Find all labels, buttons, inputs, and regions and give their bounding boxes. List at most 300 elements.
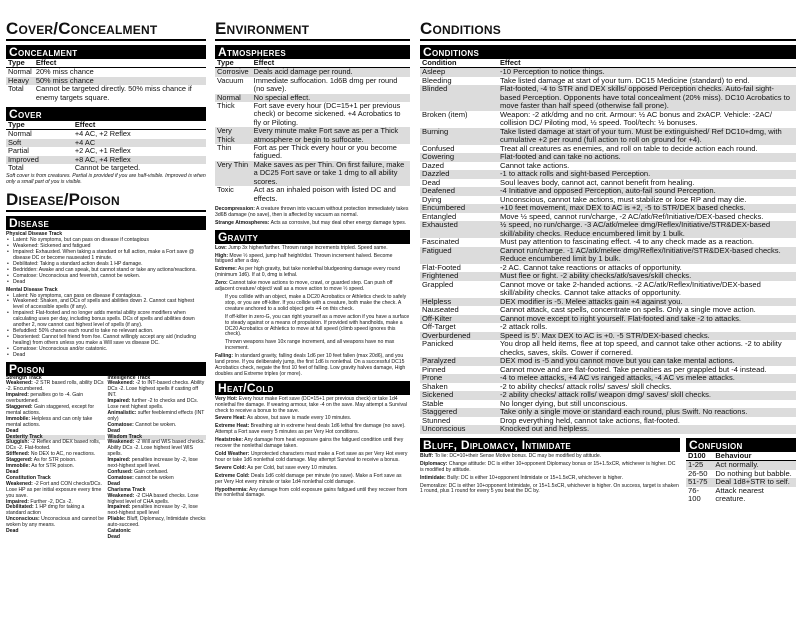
section-title-disease: Disease/Poison bbox=[6, 191, 206, 212]
col-header: Condition bbox=[420, 59, 498, 68]
stage-effect: -2 CHA based checks. Lose highest level of CHA spells. bbox=[107, 492, 199, 505]
row-effect: 20% miss chance bbox=[35, 67, 94, 77]
rule-text: To lie: DC=10+their Sense Motive bonus. DC may be modified by attitude. bbox=[433, 452, 602, 459]
bluff-diplomacy-box bbox=[420, 438, 680, 504]
rule-text: Every hour make Fort save (DC=15+1 per previous check) or take 1d4 nonlethal fire damage. If wearing armour, take -4 on the save. May attempt a Survival check to receive a bonus to the save. bbox=[215, 395, 407, 414]
table-row bbox=[6, 85, 206, 102]
row-effect: Drop everything held, cannot take actions, flat-footed. bbox=[500, 415, 680, 425]
rule-term: Falling: bbox=[215, 353, 234, 360]
rule-term: Bluff: bbox=[420, 452, 434, 459]
stage-name: Weakened: bbox=[107, 380, 135, 387]
table-row bbox=[215, 161, 410, 186]
poison-stage bbox=[6, 417, 105, 429]
row-label: Pinned bbox=[422, 364, 446, 374]
row-effect: +4 AC, +2 Reflex bbox=[74, 129, 131, 139]
table-row bbox=[215, 77, 410, 94]
table-row bbox=[215, 186, 410, 203]
rule-term: Intimidate: bbox=[420, 474, 446, 481]
rule-text: A creature thrown into vacuum without protection immediately takes 3d6B damage (no save), then is affected by vacuum as normal. bbox=[215, 205, 409, 218]
table-row bbox=[420, 417, 796, 426]
rule-paragraph bbox=[215, 354, 410, 378]
row-label: Off-Kilter bbox=[420, 315, 498, 324]
poison-stage bbox=[6, 529, 105, 535]
list-item: • Impaired: Exhausted. When taking a standard or full action, make a Fort save @ disease DC or become nauseated 1 minute. bbox=[13, 250, 206, 262]
row-label: Grappled bbox=[422, 279, 454, 289]
list-item: • Dead bbox=[13, 353, 206, 359]
row-label: Improved bbox=[6, 156, 73, 164]
rule-paragraph bbox=[420, 454, 680, 460]
stage-effect: Bluff, Diplomacy, Intimidate checks auto-succeed. bbox=[107, 516, 206, 529]
rule-text: Acts as corrosive, but may deal other energy damage types. bbox=[269, 219, 407, 226]
rule-term: Strange Atmospheres: bbox=[215, 219, 270, 226]
rule-text: Bully: DC is either 10+opponent Intimidate or 15+1.5xCR, whichever is higher. bbox=[445, 474, 624, 481]
rule-paragraph bbox=[215, 221, 410, 227]
row-effect: Weapon: -2 atk/dmg and no crit. Armour: ½ AC bonus and 2xACP. Vehicle: -2AC/ collision DC/ Piloting mod, ½ speed. Tool/tech: ½ bonuses. bbox=[500, 109, 772, 128]
rule-term: Extreme Cold: bbox=[215, 472, 250, 479]
poison-track-title: Charisma Track bbox=[107, 486, 146, 493]
list-item: • Latent: No symptoms, but can pass on disease if contagious bbox=[13, 238, 206, 244]
row-effect: No special effect. bbox=[252, 94, 410, 102]
row-label: Heavy bbox=[6, 77, 34, 85]
row-effect: Take listed damage at start of your turn. Must be extinguished/ Ref DC10+dmg, with cumulative +2 per round (full action to roll on ground for +4). bbox=[498, 128, 796, 145]
row-effect: Flat-footed and can take no actions. bbox=[498, 153, 796, 162]
stage-effect: Gain confused. bbox=[132, 469, 169, 475]
rule-paragraph bbox=[420, 462, 680, 474]
row-label: Staggered bbox=[420, 408, 498, 417]
list-item: • Debilitated: Taking a standard action deals 1 HP damage. bbox=[13, 262, 206, 268]
rule-term: Very Hot: bbox=[215, 395, 238, 402]
stage-name: Impaired: bbox=[107, 457, 131, 464]
stage-effect: penalties increase by -2, lose next-highest spell level bbox=[107, 504, 198, 517]
row-label: Dazed bbox=[422, 160, 444, 170]
column-environment bbox=[215, 6, 410, 501]
row-effect: Cannot attack, cast spells, concentrate on spells. Only a single move action. bbox=[500, 305, 756, 315]
table-row bbox=[420, 153, 796, 162]
row-effect: Fort save every hour (DC=15+1 per previous check) or become sickened. +4 Acrobatics to fly or Piloting. bbox=[253, 101, 401, 127]
row-effect: Cannot be targeted directly. 50% miss chance if enemy targets square. bbox=[35, 84, 192, 102]
rule-paragraph bbox=[215, 466, 410, 472]
gravity-zero-g-rules bbox=[215, 295, 410, 352]
row-label: Paralyzed bbox=[420, 357, 498, 366]
column-cover-disease bbox=[6, 6, 206, 541]
stage-name: Impaired: bbox=[107, 504, 131, 511]
stage-name: Comatose: bbox=[107, 474, 134, 481]
stage-effect: As for STR poison. bbox=[30, 463, 74, 470]
row-effect: -2 ability checks/ attack rolls/ weapon dmg/ saves/ skill checks. bbox=[498, 391, 796, 400]
poison-stage bbox=[108, 381, 207, 399]
row-effect: Cannot take actions. bbox=[500, 160, 570, 170]
stage-name: Pliable: bbox=[107, 516, 126, 523]
stage-name: Impaired: bbox=[6, 498, 29, 505]
row-label: Partial bbox=[8, 146, 29, 156]
table-row bbox=[6, 130, 206, 139]
rule-text: Move ½ speed, jump half height/dist. Thrown increment halved. Become fatigued after a day. bbox=[215, 252, 393, 265]
row-label: Helpless bbox=[420, 298, 498, 307]
physical-track-list bbox=[6, 238, 206, 285]
row-effect: +8 AC, +4 Reflex bbox=[73, 156, 206, 164]
list-item: • Dead bbox=[13, 280, 206, 286]
confusion-table bbox=[686, 452, 796, 504]
rule-paragraph bbox=[215, 267, 410, 279]
mental-track-list bbox=[6, 294, 206, 359]
table-row bbox=[420, 247, 796, 264]
row-effect: Fort as per Thick every hour or you become fatigued. bbox=[253, 143, 397, 161]
falling-rules bbox=[215, 354, 410, 378]
rule-paragraph bbox=[215, 207, 410, 219]
poison-track-title: Constitution Track bbox=[6, 474, 51, 481]
row-label: Corrosive bbox=[215, 68, 252, 77]
table-row bbox=[215, 127, 410, 144]
row-label: Frightened bbox=[420, 272, 498, 281]
list-item: • Comatose: Unconscious and feverish, cannot be woken. bbox=[13, 274, 206, 280]
mental-track-title: Mental Disease Track bbox=[6, 286, 58, 293]
row-label: Total bbox=[8, 84, 24, 94]
row-label: Panicked bbox=[422, 339, 454, 349]
row-effect: Speed is 5'. Max DEX to AC is +0. -5 STR/DEX-based checks. bbox=[498, 332, 796, 341]
row-label: Shaken bbox=[422, 381, 448, 391]
row-effect: Deal 1d8+STR to self. bbox=[713, 478, 796, 487]
cover-note: Soft cover is from creatures. Partial is provided if you are half-visible. Improved is when only a small part of you is visible. bbox=[6, 173, 206, 186]
heat-cold-rules bbox=[215, 397, 410, 500]
row-label: Normal bbox=[8, 67, 32, 77]
row-label: Broken (item) bbox=[422, 109, 468, 119]
row-label: Sickened bbox=[420, 391, 498, 400]
stage-effect: -2 to INT-based checks. Ability DCs -2. Lose highest spells if casting off INT. bbox=[107, 380, 205, 399]
row-effect: DEX modifier is -5. Melee attacks gain +4 against you. bbox=[498, 298, 796, 307]
row-label: Very Thick bbox=[215, 127, 252, 144]
row-effect: -2 attack rolls. bbox=[500, 322, 548, 332]
stage-effect: Gain staggered, except for mental actions. bbox=[6, 404, 95, 416]
row-label: Normal bbox=[215, 94, 252, 102]
stage-effect: Helpless and can only take mental actions. bbox=[6, 415, 93, 428]
row-effect: Make saves as per Thin. On first failure, make a DC25 Fort save or take 1 dmg to all ability scores. bbox=[252, 161, 410, 186]
rule-text: Change attitude: DC is either 10+opponent Diplomacy bonus or 15+1.5xCR, whichever is higher. DC is modified by attitude. bbox=[420, 460, 676, 473]
table-row bbox=[420, 425, 796, 434]
subheader-bluff: Bluff, Diplomacy, Intimidate bbox=[420, 438, 680, 452]
cover-table bbox=[6, 121, 206, 172]
row-effect: Knocked out and helpless. bbox=[498, 425, 796, 434]
conditions-table bbox=[420, 59, 796, 434]
rule-paragraph bbox=[215, 438, 410, 450]
stage-name: Confused: bbox=[107, 469, 133, 475]
stage-name: Weakened: bbox=[107, 492, 135, 499]
stage-name: Impaired: bbox=[107, 398, 131, 405]
row-label: Vacuum bbox=[217, 75, 244, 85]
row-label: Stable bbox=[422, 398, 444, 408]
row-effect: 50% miss chance bbox=[34, 77, 206, 85]
poison-stage bbox=[6, 482, 105, 500]
poison-grid bbox=[6, 376, 206, 541]
rule-term: Decompression: bbox=[215, 205, 255, 212]
rule-term: Hypothermia: bbox=[215, 486, 248, 493]
atmospheres-table bbox=[215, 59, 410, 203]
row-label: Total bbox=[8, 163, 24, 173]
row-label: Thick bbox=[217, 101, 235, 111]
table-row bbox=[420, 128, 796, 145]
row-effect: Move ½ speed, cannot run/charge, -2 AC/atk/Ref/Initiative/DEX-based checks. bbox=[500, 211, 764, 221]
stage-name: Dead bbox=[107, 427, 120, 434]
row-label: Stunned bbox=[422, 415, 451, 425]
row-effect: -1 to attack rolls and sight-based Perception. bbox=[498, 170, 796, 179]
rule-term: Low: bbox=[215, 244, 227, 251]
table-row bbox=[420, 315, 796, 324]
row-label: Deafened bbox=[420, 187, 498, 196]
row-effect: No longer dying, but still unconscious. bbox=[500, 398, 628, 408]
row-label: Toxic bbox=[217, 185, 234, 195]
row-effect: Unconscious, cannot take actions, must stabilize or lose RP and may die. bbox=[500, 194, 747, 204]
stage-name: Impaired: bbox=[6, 392, 29, 399]
rule-term: Extreme: bbox=[215, 266, 237, 273]
row-label: Very Thin bbox=[215, 161, 252, 186]
rule-text: Any damage from heat exposure gains the fatigued condition until they recover the nonlethal damage taken. bbox=[215, 437, 404, 450]
row-effect: Cannot run/charge. -1 AC/atk/melee dmg/Reflex/Initiative/STR&DEX-based checks. Reduce encumbered limit by 1 bulk. bbox=[498, 247, 796, 264]
rule-text: Any damage from cold exposure gains fatigued until they recover from the nonlethal damage. bbox=[215, 486, 408, 499]
row-label: 1-25 bbox=[686, 461, 713, 470]
rule-paragraph bbox=[215, 488, 410, 500]
rule-term: Severe Heat: bbox=[215, 415, 246, 422]
rule-term: Diplomacy: bbox=[420, 460, 448, 467]
row-label: Prone bbox=[420, 374, 498, 383]
row-effect: Attack nearest creature. bbox=[715, 485, 764, 504]
rule-term: Heatstroke: bbox=[215, 437, 244, 444]
list-item: • Bedridden: Awake and can speak, but cannot stand or take any actions/reactions. bbox=[13, 268, 206, 274]
col-header: D100 bbox=[686, 452, 713, 461]
list-item: • Impaired: Flat-footed and no longer adds mental ability score modifiers when calculating uses per day, including bonus spells. DCs of spells and abilities down another 2, now cannot cast highest level of spells (if any). bbox=[13, 311, 206, 329]
rule-paragraph bbox=[420, 476, 680, 482]
row-effect: Cannot move or take 2-handed actions. -2 AC/atk/Reflex/Initiative/DEX-based skill/ability checks. Cannot take attacks of opportunity. bbox=[500, 279, 761, 298]
poison-stage bbox=[108, 440, 207, 458]
row-effect: You drop all held items, flee at top speed, and cannot take other actions. -2 to ability checks, saves, skils. Cower if cornered. bbox=[500, 339, 782, 357]
row-label: Exhausted bbox=[420, 221, 498, 238]
subheader-poison: Poison bbox=[6, 362, 206, 376]
rule-text: As above, but save is made every 10 minutes. bbox=[245, 415, 352, 422]
stage-name: Dead bbox=[107, 533, 120, 540]
rule-text: As per high gravity, but take nonlethal bludgeoning damage every round (minimum 1d6). If at 0, dmg is lethal. bbox=[215, 266, 401, 279]
rule-paragraph bbox=[215, 416, 410, 422]
rule-text: Deals 1d6 cold damage per minute (no save). Make a Fort save as per Very Hot every minute or take 1d4 nonlethal cold damage. bbox=[215, 472, 402, 485]
stage-effect: Further -2, DCs -2. bbox=[28, 498, 73, 505]
rule-text: Unprotected characters must make a Fort save as per Very Hot every hour or take 1d6 nonlethal cold damage. May attempt Survival to receive a bonus. bbox=[215, 451, 408, 463]
row-label: Off-Target bbox=[422, 322, 456, 332]
table-row bbox=[420, 85, 796, 111]
rule-paragraph bbox=[215, 474, 410, 486]
stage-name: Staggered: bbox=[6, 457, 33, 464]
bluff-rules bbox=[420, 454, 680, 495]
row-effect: Treat all creatures as enemies, and roll on table to decide action each round. bbox=[500, 143, 758, 153]
stage-name: Catatonic bbox=[107, 528, 131, 535]
stage-effect: 1 HP dmg for taking a standard action bbox=[6, 504, 85, 517]
rule-text: Jump 3x higher/farther. Thrown range increments tripled. Speed same. bbox=[226, 244, 388, 251]
stage-effect: -2 Reflex and DEX based rolls, DCs -2. Flat-footed. bbox=[6, 439, 101, 452]
row-effect: -4 Initiative and opposed Perception, auto-fail sound Perception. bbox=[498, 187, 796, 196]
row-effect: -4 to melee attacks, +4 AC vs ranged attacks, -4 AC vs melee attacks. bbox=[498, 374, 796, 383]
col-header: Type bbox=[6, 121, 73, 130]
stage-name: Animalistic: bbox=[107, 409, 137, 416]
table-row bbox=[420, 111, 796, 128]
row-effect: +10 feet movement, max DEX to AC is +2, -5 to STR/DEX based checks. bbox=[498, 204, 796, 213]
row-label: Thin bbox=[217, 143, 232, 153]
poison-stage bbox=[6, 517, 105, 529]
stage-name: Weakened: bbox=[107, 439, 135, 446]
stage-effect: Unconscious and cannot be woken by any means. bbox=[6, 516, 104, 529]
table-row bbox=[420, 221, 796, 238]
col-header: Effect bbox=[252, 59, 410, 68]
stage-name: Comatose: bbox=[107, 421, 134, 428]
stage-effect: Cannot be woken. bbox=[133, 421, 177, 428]
row-effect: -2 to ability checks/ attack rolls/ saves/ skill checks. bbox=[500, 381, 672, 391]
stage-name: Immobile: bbox=[6, 463, 31, 470]
rule-text: Demoralize: DC is either 10+opponent Intimidate, or 15+1.5xCR, whichever is higher. On success, target is shaken 1 round, plus 1 round for every 5 you beat the DC by. bbox=[420, 482, 679, 495]
stage-name: Staggered: bbox=[6, 404, 33, 411]
rule-paragraph: Thrown weapons have 10x range increment, and all weapons have no max increment. bbox=[225, 339, 395, 352]
row-effect: +2 AC, +1 Reflex bbox=[74, 146, 131, 156]
rule-paragraph bbox=[215, 397, 410, 415]
list-item: • Weakened: Shaken, and DCs of spells and abilities down 2. Cannot cast highest level of accessible spells (if any). bbox=[13, 299, 206, 311]
stage-name: Weakened: bbox=[6, 480, 33, 487]
rule-term: Zero: bbox=[215, 280, 228, 287]
col-header: Effect bbox=[498, 59, 796, 68]
col-header: Effect bbox=[34, 59, 206, 68]
table-row bbox=[215, 144, 410, 161]
row-effect: Deals acid damage per round. bbox=[252, 68, 410, 77]
row-label: Asleep bbox=[420, 68, 498, 77]
stage-name: Stiffened: bbox=[6, 451, 30, 458]
rule-term: Extreme Heat: bbox=[215, 423, 250, 430]
list-item: • Befuddled: 50% chance each round to take no relevant action. bbox=[13, 329, 206, 335]
rule-paragraph bbox=[215, 452, 410, 464]
stage-effect: suffer feeblemind effects (INT only) bbox=[107, 409, 205, 422]
row-effect: Cannot move except to right yourself. Flat-footed and take -2 to attacks. bbox=[498, 315, 796, 324]
stage-effect: further -2 to checks and DCs. Lose next highest spells. bbox=[107, 398, 199, 411]
stage-name: Immobile: bbox=[6, 415, 31, 422]
row-label: Entangled bbox=[422, 211, 457, 221]
rule-paragraph bbox=[215, 281, 410, 293]
subheader-concealment: Concealment bbox=[6, 45, 206, 59]
physical-track-title: Physical Disease Track bbox=[6, 231, 63, 238]
stage-effect: -2 Will and WIS based checks. Ability DCs -2. Lose highest level WIS spells. bbox=[107, 439, 205, 458]
row-label: Bleeding bbox=[422, 75, 452, 85]
rule-text: As per Cold, but save every 10 minutes. bbox=[246, 464, 338, 471]
list-item: • Weakened: Sickened and fatigued bbox=[13, 244, 206, 250]
row-label: Soft bbox=[6, 139, 73, 147]
stage-effect: No DEX to AC, no reactions. bbox=[29, 451, 96, 458]
stage-effect: -2 STR based rolls, ability DCs -2. Encumbered. bbox=[6, 380, 104, 393]
row-effect: Flat-footed, -4 to STR and DEX skills/ opposed Perception checks. Auto-fail sight-based Perception. Opponents have total concealment (20% miss). DC10 Acrobatics to move faster than half speed (otherwise fall prone). bbox=[498, 85, 796, 111]
stage-name: Dead bbox=[107, 480, 120, 487]
rule-term: High: bbox=[215, 252, 229, 259]
row-effect: DEX mod is -5 and you cannot move but you can take mental actions. bbox=[498, 357, 796, 366]
subheader-disease: Disease bbox=[6, 216, 206, 230]
row-label: Flat-Footed bbox=[422, 262, 461, 272]
subheader-atmospheres: Atmospheres bbox=[215, 45, 410, 59]
table-row bbox=[420, 281, 796, 298]
rule-text: In standard gravity, falling deals 1d6 per 10 feet fallen (max 20d6), and you land prone. If you deliberately jump, the first 1d6 is nonlethal. On a successful DC15 Acrobatics check, negate the first 10 feet of falling. Low gravity halves damage, High doubles and Extreme triples (or more). bbox=[215, 353, 406, 377]
poison-track-title: Wisdom Track bbox=[108, 435, 207, 441]
stage-name: Sluggish: bbox=[6, 439, 30, 446]
rule-paragraph bbox=[215, 246, 410, 252]
stage-effect: As for STR poison. bbox=[32, 457, 77, 464]
table-row bbox=[420, 340, 796, 357]
table-row bbox=[686, 487, 796, 504]
subheader-gravity: Gravity bbox=[215, 230, 410, 244]
row-label: 26-50 bbox=[688, 468, 708, 478]
row-effect: Must pay attention to fascinating effect. -4 to any check made as a reaction. bbox=[500, 237, 754, 247]
row-label: Overburdened bbox=[420, 332, 498, 341]
row-effect: -10 Perception to notice things. bbox=[498, 68, 796, 77]
row-effect: Act normally. bbox=[713, 461, 796, 470]
row-effect: Act as an inhaled poison with listed DC and effects. bbox=[253, 185, 396, 203]
concealment-table bbox=[6, 59, 206, 102]
rule-text: Cannot take move actions to move, crawl, or guarded step. Can push off adjacent creature/ object/ wall as a move action to move ½ speed. bbox=[215, 280, 393, 293]
stage-effect: cannot be woken bbox=[133, 474, 174, 481]
stage-effect: penalties increase by -2, lose next-highest spell level. bbox=[107, 457, 198, 470]
rule-paragraph: If you collide with an object, make a DC20 Acrobatics or Athletics check to safely stop, or you are off-kilter. If you collide with a creature, both make the check. A creature anchored to a solid object gets +4 on this check. bbox=[225, 293, 407, 312]
stage-name: Dead bbox=[6, 427, 19, 434]
row-label: Cowering bbox=[420, 153, 498, 162]
row-label: Encumbered bbox=[420, 204, 498, 213]
subheader-conditions: Conditions bbox=[420, 45, 796, 59]
table-row bbox=[6, 164, 206, 172]
stage-name: Weakened: bbox=[6, 380, 33, 387]
row-label: Dying bbox=[422, 194, 442, 204]
row-effect: Do nothing but babble. bbox=[715, 468, 792, 478]
table-row bbox=[215, 102, 410, 127]
col-header: Type bbox=[6, 59, 34, 68]
rule-paragraph bbox=[215, 424, 410, 436]
bottom-row bbox=[420, 438, 796, 504]
row-effect: Must flee or fight. -2 ability checks/atk/saves/skill checks. bbox=[498, 272, 796, 281]
stage-name: Unconscious: bbox=[6, 516, 40, 523]
row-effect: Take listed damage at start of your turn. DC15 Medicine (standard) to end. bbox=[500, 75, 750, 85]
rule-term: Cold Weather: bbox=[215, 451, 250, 457]
row-effect: Every minute make Fort save as per a Thick atmosphere or begin to suffocate. bbox=[252, 127, 410, 144]
row-label: Nauseated bbox=[422, 305, 459, 315]
row-label: Blinded bbox=[420, 85, 498, 111]
row-effect: ½ speed, no run/charge. -3 AC/atk/melee dmg/Reflex/Initiative/STR&DEX-based skill/ability checks. Reduce encumbered limit by 1 bulk. bbox=[498, 221, 796, 238]
rule-paragraph bbox=[420, 484, 680, 496]
poison-track-title: Strength Track bbox=[6, 374, 42, 381]
rule-paragraph: If off-kilter in zero-G, you can right yourself as a move action if you have a surface to steady against or a means of propulsion. If provided with handholds, make a DC20 Acrobatics or Athletics to move at full speed (climb speed ignores this check). bbox=[225, 313, 410, 338]
stage-name: Dead bbox=[6, 528, 19, 535]
stage-name: Dead bbox=[6, 469, 19, 475]
stage-name: Debilitated: bbox=[6, 504, 34, 511]
subheader-heat-cold: Heat/Cold bbox=[215, 381, 410, 395]
subheader-confusion: Confusion bbox=[686, 438, 796, 452]
stage-effect: penalties go to -4. Gain overburdened. bbox=[6, 392, 84, 405]
atmosphere-notes bbox=[215, 207, 410, 227]
poison-stage bbox=[108, 535, 207, 541]
row-effect: Take only a single move or standard each round, plus Swift. No reactions. bbox=[498, 408, 796, 417]
row-label: Fatigued bbox=[420, 247, 498, 264]
row-label: Dazzled bbox=[420, 170, 498, 179]
section-title-conditions: Conditions bbox=[420, 20, 796, 41]
stage-effect: -2 Fort and CON checks/DCs. Lose HP as per initial exposure every time you save. bbox=[6, 480, 102, 499]
subheader-cover: Cover bbox=[6, 107, 206, 121]
rule-term: Severe Cold: bbox=[215, 464, 247, 471]
row-label: Confused bbox=[422, 143, 455, 153]
col-header: Behaviour bbox=[713, 452, 796, 461]
rule-text: Breathing air in extreme heat deals 1d6 lethal fire damage (no save). Attempt a Fort save every 5 minutes as per Very Hot conditions. bbox=[215, 423, 406, 436]
list-item: • Disoriented: Cannot tell friend from foe. Cannot willingly accept any aid (including healing) from others unless you make a Will save vs disease DC. bbox=[13, 335, 206, 347]
list-item: • Latent: No symptoms, can pass on disease if contagious. bbox=[13, 294, 206, 300]
col-header: Effect bbox=[73, 121, 206, 130]
row-effect: +4 AC bbox=[73, 139, 206, 147]
poison-track-title: Dexterity Track bbox=[6, 435, 105, 441]
row-effect: Immediate suffocation. 1d6B dmg per round (no save). bbox=[253, 75, 398, 94]
list-item: • Comatose: Unconscious and/or catatonic. bbox=[13, 347, 206, 353]
col-header: Type bbox=[215, 59, 252, 68]
row-label: 76-100 bbox=[688, 485, 701, 504]
